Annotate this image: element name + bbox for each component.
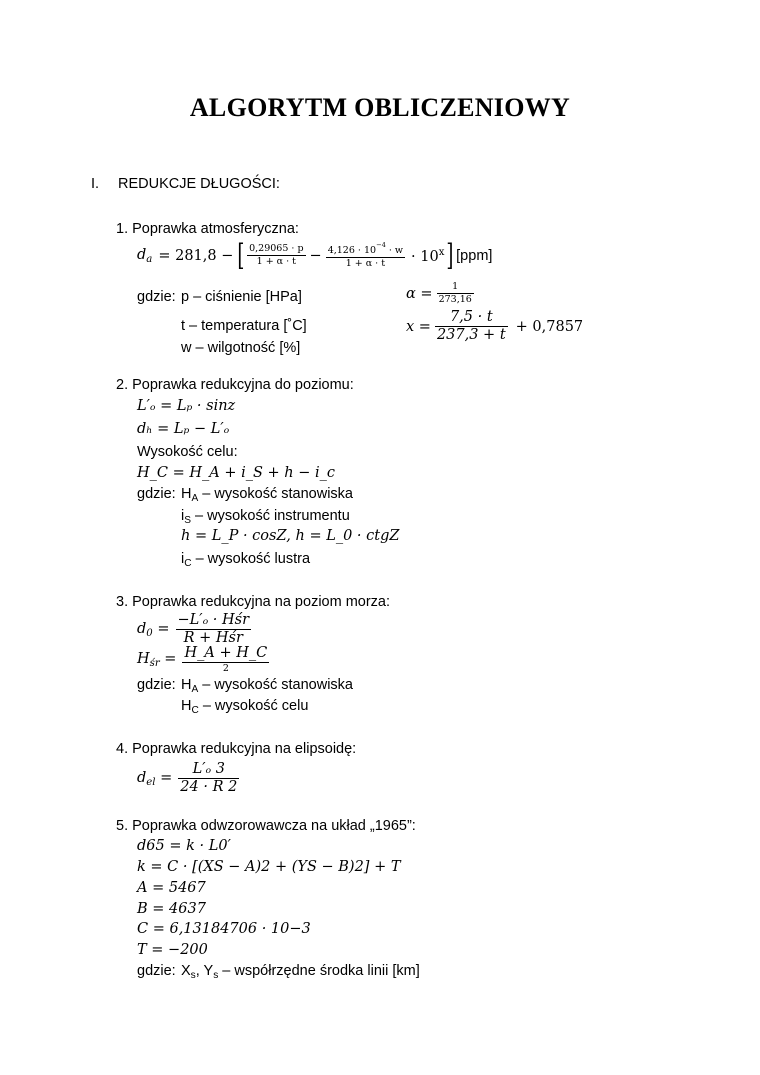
hsr-num: H_A + H_C: [184, 645, 268, 661]
hsr-lhs: $H_{śr}$ =: [137, 650, 177, 669]
del-lhs: $d_{el}$ =: [137, 769, 173, 788]
s2-g-h: h = L_P · cosZ, h = L_0 · ctgZ: [181, 528, 400, 544]
s2-g-ic: $i_C$ – wysokość lustra: [181, 551, 311, 569]
unit-ppm: [ppm]: [456, 248, 493, 264]
s5-eq-d65: d65 = k · L0′: [137, 838, 231, 854]
s5-eq-a: A = 5467: [137, 880, 206, 896]
s1-p-desc: p – ciśnienie [HPa]: [181, 289, 302, 305]
s2-eq-hc: H_C = H_A + i_S + h − i_c: [137, 465, 335, 481]
s2-wysokosc-celu: Wysokość celu:: [137, 444, 238, 460]
s1-t-desc: t – temperatura [˚C]: [181, 318, 307, 334]
alpha-num: 1: [437, 282, 474, 294]
page-title: ALGORYTM OBLICZENIOWY: [189, 93, 571, 122]
x-num: 7,5 · t: [435, 309, 508, 327]
fraction-pressure: [247, 244, 305, 267]
s1-formula-da: [137, 238, 492, 274]
alpha-fraction: [437, 282, 474, 305]
d0-num: −L′ₒ · Hśr: [177, 612, 250, 628]
s2-eq-lo: L′ₒ = Lₚ · sinz: [137, 398, 236, 414]
hsr-den: 2: [222, 662, 229, 674]
s3-g-hc: $H_C$ – wysokość celu: [181, 698, 309, 716]
s1-heading: 1. Poprawka atmosferyczna:: [116, 221, 299, 237]
section-label: REDUKCJE DŁUGOŚCI:: [118, 176, 280, 192]
s4-eq-del: [137, 761, 239, 796]
s5-gdzie: gdzie:: [137, 963, 176, 979]
s2-eq-dh: dₕ = Lₚ − L′ₒ: [137, 421, 230, 437]
s3-eq-d0: [137, 612, 251, 647]
da-symbol: $d_a$: [137, 247, 153, 265]
alpha-lhs: α =: [406, 285, 433, 302]
del-num: L′ₒ 3: [178, 761, 239, 779]
x-den: 237,3 + t: [436, 326, 506, 343]
s1-w-desc: w – wilgotność [%]: [181, 340, 301, 356]
s3-heading: 3. Poprawka redukcyjna na poziom morza:: [116, 594, 391, 610]
s5-eq-k: k = C · [(XS − A)2 + (YS − B)2] + T: [137, 859, 401, 875]
power-term: · $10^x$: [411, 247, 445, 265]
s2-g-is: $i_S$ – wysokość instrumentu: [181, 508, 350, 526]
section-number: I.: [91, 176, 100, 192]
s5-heading: 5. Poprawka odwzorowawcza na układ „1965”:: [116, 818, 416, 834]
s3-gdzie: gdzie:: [137, 677, 176, 693]
right-bracket: ]: [446, 238, 454, 273]
d0-den: R + Hśr: [183, 629, 243, 646]
s2-g-ha: $H_A$ – wysokość stanowiska: [181, 486, 353, 504]
s5-g-xy: $X_s$, $Y_s$ – współrzędne środka linii [km]: [181, 963, 420, 981]
s5-eq-t: T = −200: [137, 942, 208, 958]
fraction-humidity-den: 1 + α · t: [345, 258, 386, 270]
s1-gdzie: gdzie:: [137, 289, 176, 305]
del-fraction: [178, 761, 239, 796]
left-bracket: [: [237, 238, 245, 273]
s5-eq-b: B = 4637: [137, 901, 206, 917]
s1-alpha: [406, 282, 474, 305]
fraction-pressure-num: 0,29065 · p: [249, 243, 304, 255]
d0-lhs: $d_0$ =: [137, 620, 170, 639]
fraction-humidity: [326, 242, 405, 269]
s4-heading: 4. Poprawka redukcyjna na elipsoidę:: [116, 741, 357, 757]
s3-g-ha: $H_A$ – wysokość stanowiska: [181, 677, 353, 695]
s5-eq-c: C = 6,13184706 · 10−3: [137, 921, 311, 937]
hsr-fraction: [182, 645, 269, 674]
s2-gdzie: gdzie:: [137, 486, 176, 502]
x-fraction: [435, 309, 508, 344]
alpha-den: 273,16: [438, 293, 472, 305]
s1-x: [406, 309, 583, 344]
x-lhs: x =: [406, 318, 431, 335]
fraction-humidity-num: $4,126 \cdot 10^{-4} \cdot w$: [327, 241, 404, 257]
del-den: 24 · R 2: [180, 778, 238, 795]
da-const: = 281,8 −: [158, 248, 234, 264]
fraction-pressure-den: 1 + α · t: [256, 256, 296, 268]
s3-eq-hsr: [137, 645, 269, 674]
d0-fraction: [176, 612, 252, 647]
x-rest: + 0,7857: [515, 318, 584, 335]
s2-heading: 2. Poprawka redukcyjna do poziomu:: [116, 377, 354, 393]
minus-sign: −: [309, 248, 322, 264]
